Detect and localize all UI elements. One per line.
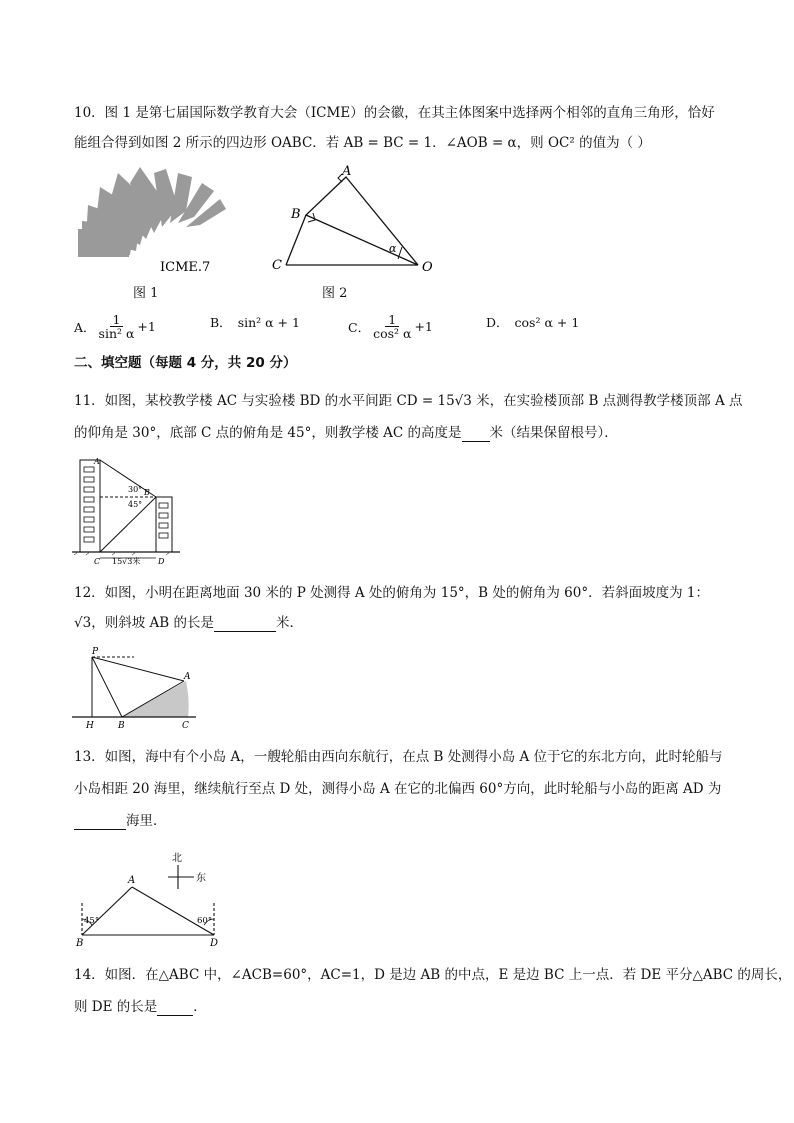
icme-logo-text: ICME.7 — [160, 260, 211, 275]
q11-line2-end: 米（结果保留根号）． — [489, 425, 618, 441]
q13-line3 — [74, 812, 167, 830]
option-d[interactable] — [486, 313, 579, 331]
label-A: A — [128, 875, 136, 886]
option-b[interactable] — [210, 313, 300, 331]
q10-line1: 10．图 1 是第七届国际数学教育大会（ICME）的会徽，在其主体图案中选择两个相邻的直角三角形，恰好 — [74, 105, 715, 121]
label-P: P — [92, 647, 99, 657]
q14-line2-end: ． — [193, 999, 207, 1015]
buildings-figure — [72, 455, 184, 567]
island-figure — [74, 845, 230, 949]
option-a-letter: A． — [74, 319, 96, 335]
option-d-text: cos² α + 1 — [514, 314, 580, 330]
label-east: 东 — [196, 873, 206, 884]
option-b-letter: B． — [210, 315, 232, 330]
option-b-text: sin² α + 1 — [237, 314, 300, 330]
fig1-caption: 图 1 — [133, 286, 159, 301]
label-O: O — [422, 260, 433, 275]
option-c-tail: +1 — [414, 319, 433, 334]
q13-line1: 13．如图，海中有个小岛 A，一艘轮船由西向东航行，在点 B 处测得小岛 A 位于它的东北方向，此时轮船与 — [74, 749, 723, 765]
label-45deg: 45° — [84, 916, 100, 926]
q11-line2 — [74, 424, 618, 442]
label-C: C — [94, 557, 101, 566]
q12-line2-end: 米． — [275, 615, 303, 631]
option-d-letter: D． — [486, 315, 509, 330]
option-c-num: 1 — [385, 313, 399, 327]
q11-answer-blank[interactable] — [462, 427, 490, 442]
q14-line2 — [74, 998, 207, 1016]
option-a-num: 1 — [110, 313, 124, 327]
q13-line3-end: 海里． — [126, 813, 167, 829]
label-D: D — [158, 557, 165, 566]
q10-line2: 能组合得到如图 2 所示的四边形 OABC．若 AB = BC = 1．∠AOB = α，则 OC² 的值为（ ） — [74, 135, 651, 151]
fig2-caption: 图 2 — [322, 286, 348, 301]
label-B: B — [118, 721, 125, 731]
label-A: A — [184, 672, 191, 682]
option-a-tail: +1 — [137, 319, 156, 334]
icme-logo-figure — [74, 165, 254, 275]
label-north: 北 — [172, 853, 182, 864]
option-c-den: cos² α — [373, 326, 412, 341]
label-C: C — [182, 721, 189, 731]
label-A: A — [94, 457, 100, 466]
q13-line2: 小岛相距 20 海里，继续航行至点 D 处，测得小岛 A 在它的北偏西 60°方向，此时轮船与小岛的距离 AD 为 — [74, 781, 722, 797]
option-c-fraction — [373, 313, 411, 340]
option-a[interactable] — [74, 313, 156, 340]
q11-line1: 11．如图，某校教学楼 AC 与实验楼 BD 的水平间距 CD = 15√3 米，在实验楼顶部 B 点测得教学楼顶部 A 点 — [74, 393, 743, 409]
q14-line2-start: 则 DE 的长是 — [74, 999, 158, 1015]
q14-answer-blank[interactable] — [157, 1001, 193, 1016]
label-45deg: 45° — [128, 500, 143, 509]
option-a-fraction — [99, 313, 135, 340]
label-C: C — [272, 258, 282, 273]
label-B: B — [76, 938, 84, 949]
label-60deg: 60° — [197, 916, 213, 926]
q13-answer-blank[interactable] — [74, 815, 126, 830]
label-30deg: 30° — [128, 485, 143, 494]
q12-line2-start: √3，则斜坡 AB 的长是 — [74, 615, 214, 631]
label-alpha: α — [389, 242, 397, 255]
q12-line1: 12．如图，小明在距离地面 30 米的 P 处测得 A 处的俯角为 15°，B 处的俯角为 60°．若斜面坡度为 1： — [74, 585, 709, 601]
section-heading: 二、填空题（每题 4 分，共 20 分） — [74, 355, 297, 371]
label-distance: 15√3米 — [112, 557, 141, 566]
label-D: D — [210, 938, 219, 949]
label-A: A — [342, 164, 352, 179]
q11-line2-start: 的仰角是 30°，底部 C 点的俯角是 45°，则教学楼 AC 的高度是 — [74, 425, 462, 441]
label-B: B — [291, 207, 301, 222]
label-H: H — [86, 721, 94, 731]
option-c-letter: C． — [348, 319, 371, 335]
label-B: B — [144, 488, 150, 497]
option-c[interactable] — [348, 313, 433, 340]
q12-line2 — [74, 614, 303, 632]
slope-figure — [72, 645, 202, 731]
q14-line1: 14．如图．在△ABC 中，∠ACB=60°，AC=1，D 是边 AB 的中点，E 是边 BC 上一点．若 DE 平分△ABC 的周长， — [74, 967, 792, 983]
option-a-den: sin² α — [98, 326, 135, 341]
quadrilateral-oabc-figure — [268, 163, 438, 275]
q12-answer-blank[interactable] — [214, 617, 276, 632]
